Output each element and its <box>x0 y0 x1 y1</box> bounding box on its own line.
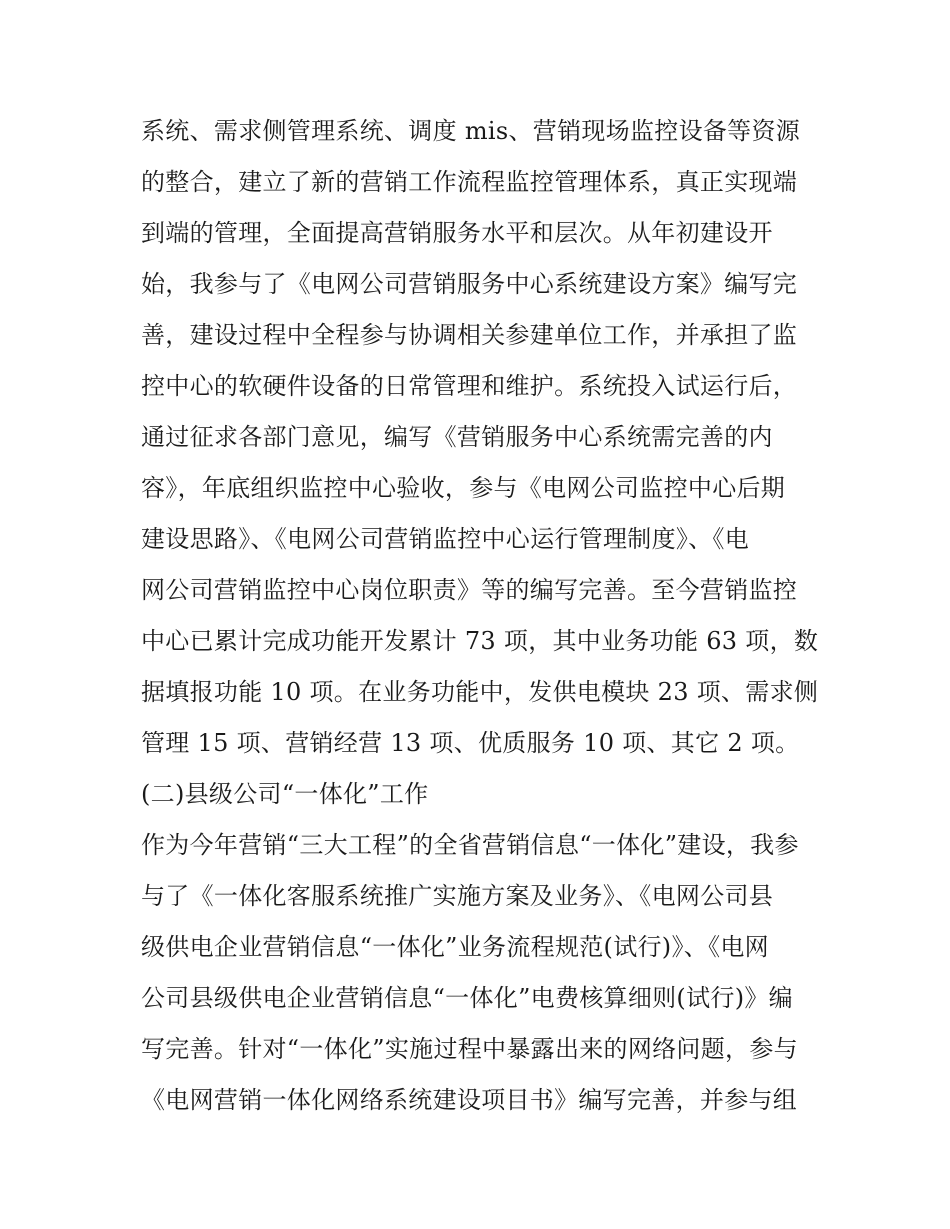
text-line: 的整合，建立了新的营销工作流程监控管理体系，真正实现端 <box>141 168 798 196</box>
text-line: 据填报功能 10 项。在业务功能中，发供电模块 23 项、需求侧 <box>141 678 819 706</box>
text-line: 级供电企业营销信息“一体化”业务流程规范(试行)》、《电网 <box>141 933 769 961</box>
text-line: 《电网营销一体化网络系统建设项目书》编写完善，并参与组 <box>141 1086 798 1114</box>
text-line: 容》，年底组织监控中心验收，参与《电网公司监控中心后期 <box>141 474 786 502</box>
body-text <box>141 106 821 1126</box>
text-line: 网公司营销监控中心岗位职责》等的编写完善。至今营销监控 <box>141 576 798 604</box>
text-line: 通过征求各部门意见，编写《营销服务中心系统需完善的内 <box>141 423 773 451</box>
text-line: 写完善。针对“一体化”实施过程中暴露出来的网络问题，参与 <box>141 1035 798 1063</box>
text-line: 控中心的软硬件设备的日常管理和维护。系统投入试运行后， <box>141 372 798 400</box>
text-line: 到端的管理，全面提高营销服务水平和层次。从年初建设开 <box>141 219 773 247</box>
text-line: 建设思路》、《电网公司营销监控中心运行管理制度》、《电 <box>141 525 750 553</box>
text-line: 善，建设过程中全程参与协调相关参建单位工作，并承担了监 <box>141 321 798 349</box>
text-line: 公司县级供电企业营销信息“一体化”电费核算细则(试行)》编 <box>141 984 793 1012</box>
text-line: 作为今年营销“三大工程”的全省营销信息“一体化”建设，我参 <box>141 831 799 859</box>
text-line: 始，我参与了《电网公司营销服务中心系统建设方案》编写完 <box>141 270 798 298</box>
text-line: 中心已累计完成功能开发累计 73 项，其中业务功能 63 项，数 <box>141 627 819 655</box>
text-line: 与了《一体化客服系统推广实施方案及业务》、《电网公司县 <box>141 882 774 910</box>
section-heading: (二)县级公司“一体化”工作 <box>141 780 429 808</box>
text-line: 管理 15 项、营销经营 13 项、优质服务 10 项、其它 2 项。 <box>141 729 800 757</box>
text-line: 系统、需求侧管理系统、调度 mis、营销现场监控设备等资源 <box>141 117 801 145</box>
